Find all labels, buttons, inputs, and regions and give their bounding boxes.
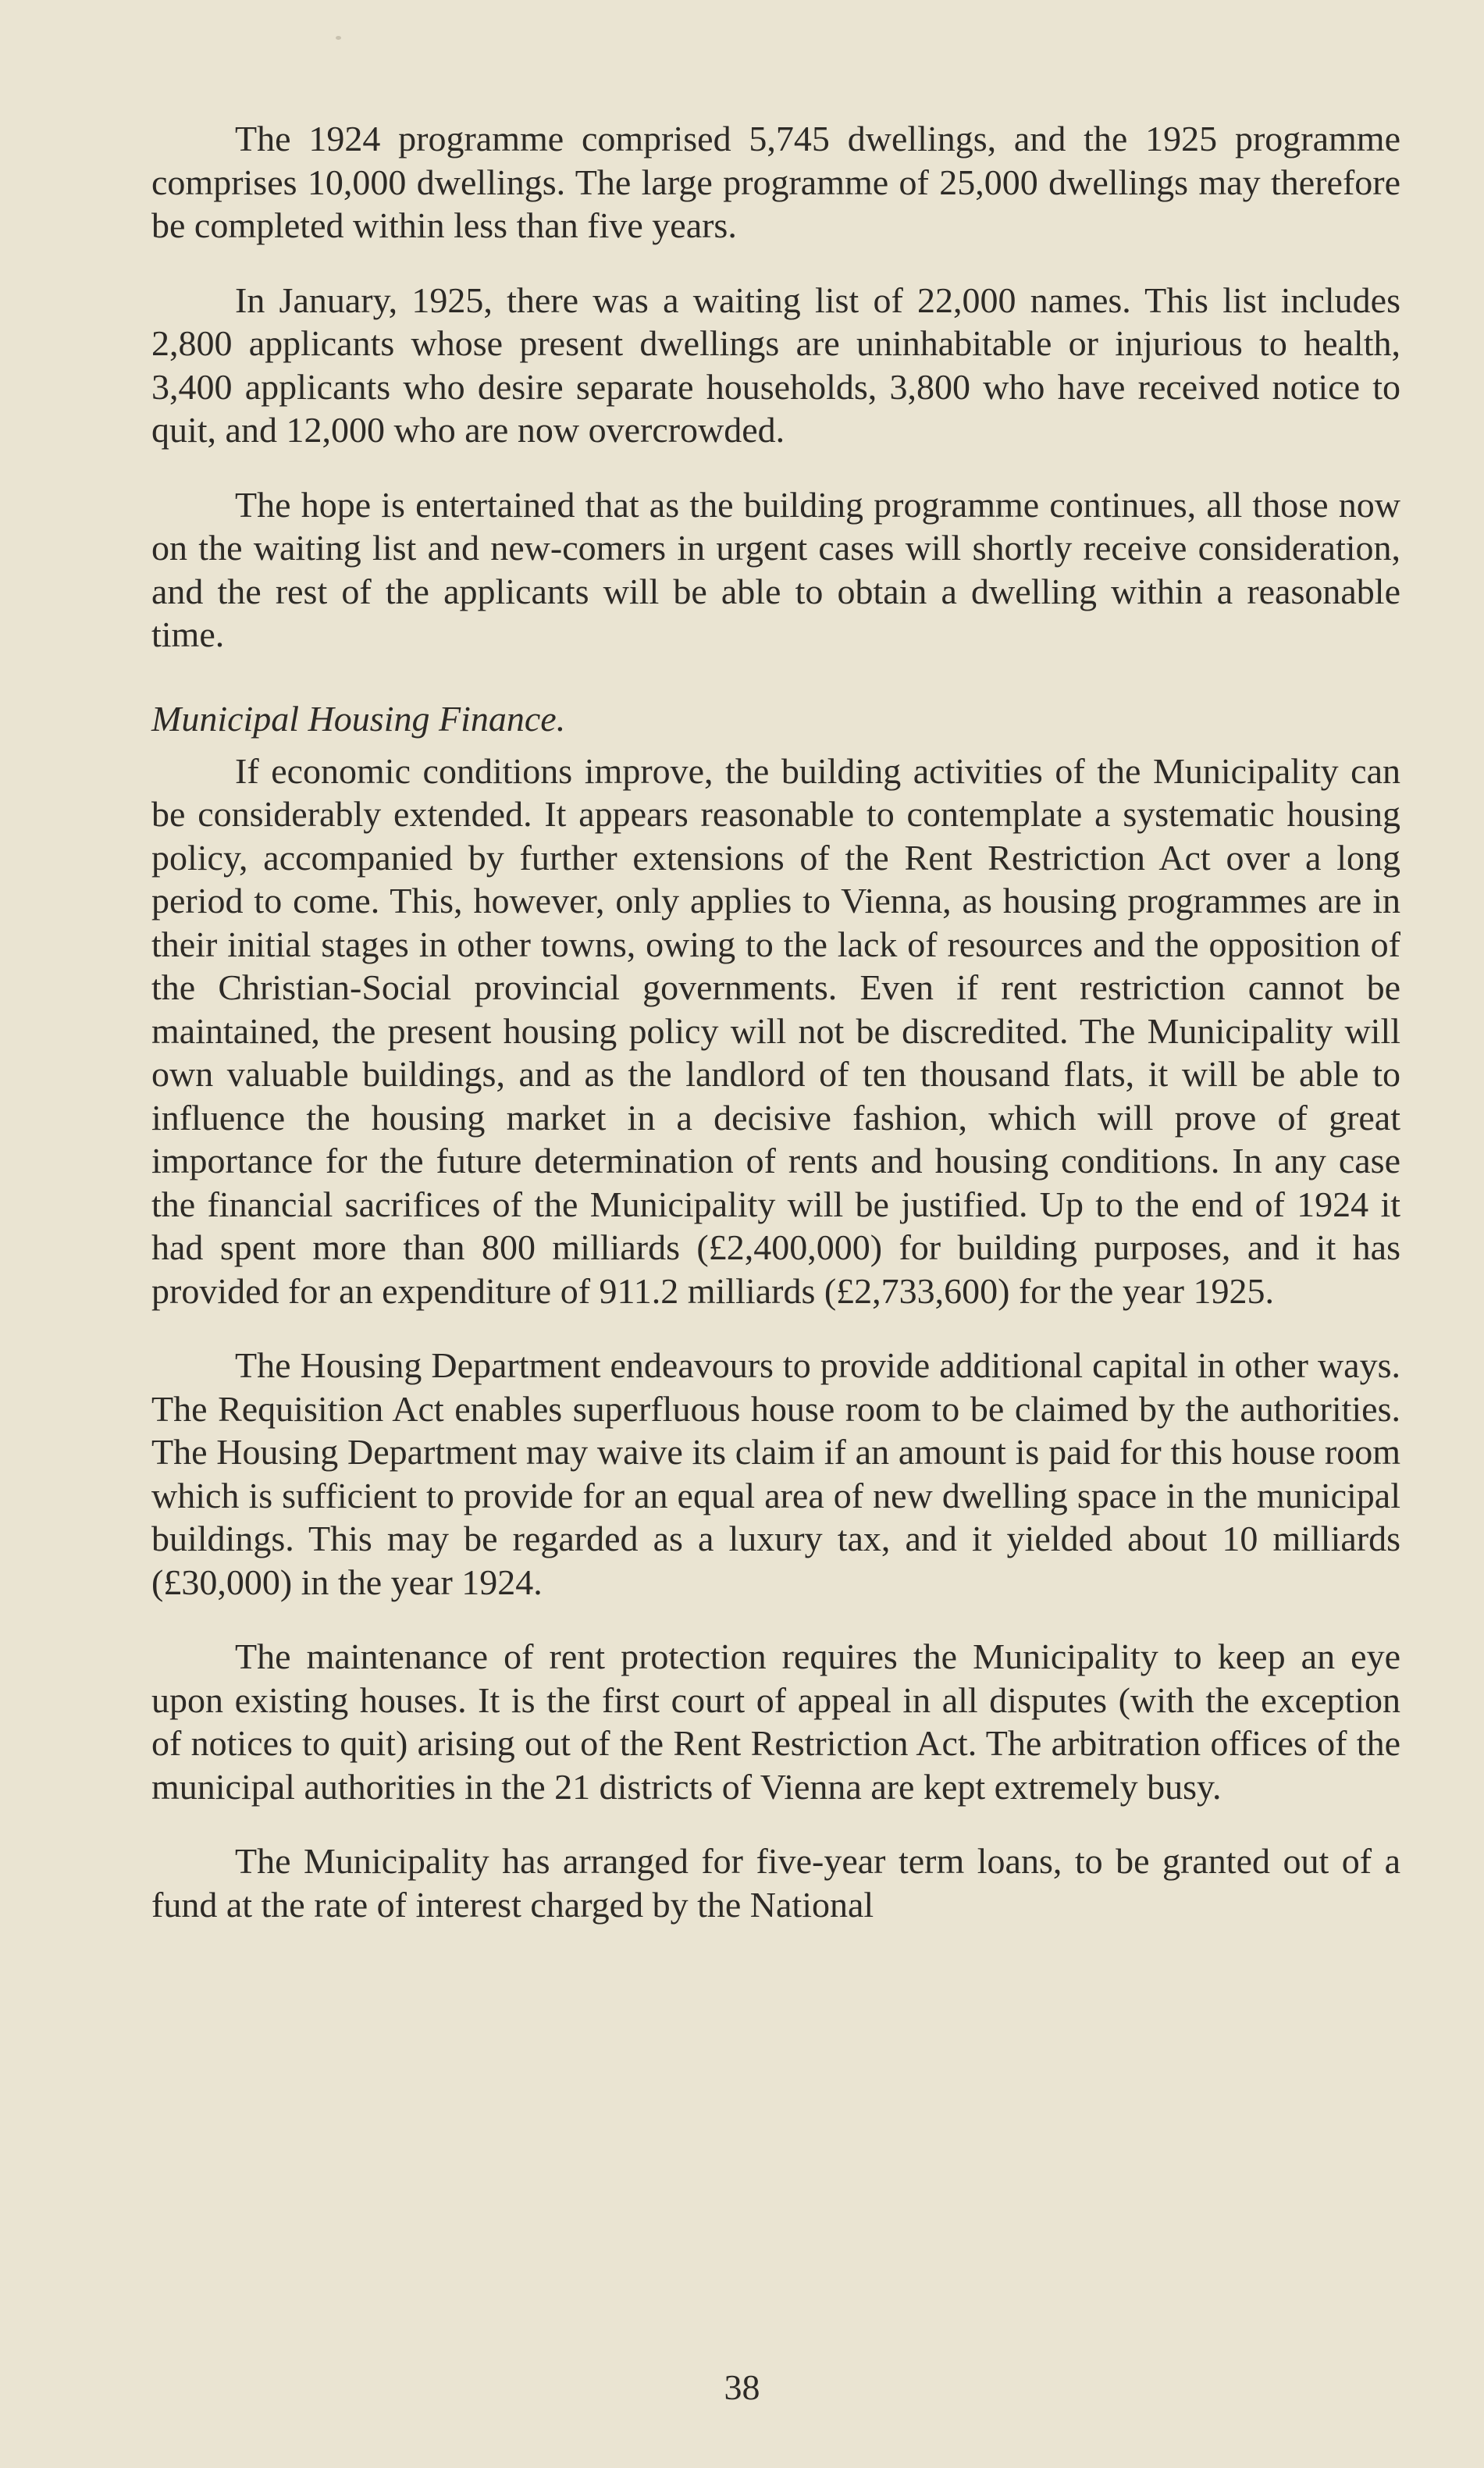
paragraph-term-loans: The Municipality has arranged for five-year term loans, to be granted out of a fund at the rate of interest charged by the National	[151, 1841, 1400, 1925]
text-column	[151, 117, 1400, 1926]
paragraph-hope: The hope is entertained that as the building programme continues, all those now on the waiting list and new-comers in urgent cases will shortly receive consideration, and the rest of the applicants will be able to obtain a dwelling within a reasonable time.	[151, 484, 1400, 654]
paragraph-rent-protection: The maintenance of rent protection requires the Municipality to keep an eye upon existing houses. It is the first court of appeal in all disputes (with the exception of notices to quit) arising out of the Rent Restriction Act. The arbitration offices of the municipal authorities in the 21 districts of Vienna are kept extremely busy.	[151, 1636, 1400, 1807]
page-number: 38	[724, 2367, 760, 2407]
paragraph-waiting-list: In January, 1925, there was a waiting list of 22,000 names. This list includes 2,800 applicants whose present dwellings are uninhabitable or injurious to health, 3,400 applicants who desire separate households, 3,800 who have received notice to quit, and 12,000 who are now overcrowded.	[151, 280, 1400, 450]
paragraph-economic-conditions: If economic conditions improve, the building activities of the Municipality can be considerably extended. It appears reasonable to contemplate a systematic housing policy, accompanied by further extensions of the Rent Restriction Act over a long period to come. This, however, only applies to Vienna, as housing programmes are in their initial stages in other towns, owing to the lack of resources and the opposition of the Christian-Social provincial governments. Even if rent restriction cannot be maintained, the present housing policy will not be discredited. The Municipality will own valuable buildings, and as the landlord of ten thousand flats, it will be able to influence the housing market in a decisive fashion, which will prove of great importance for the future determination of rents and housing conditions. In any case the financial sacrifices of the Municipality will be justified. Up to the end of 1924 it had spent more than 800 milliards (£2,400,000) for building purposes, and it has provided for an expenditure of 911.2 milliards (£2,733,600) for the year 1925.	[151, 750, 1400, 1311]
paragraph-housing-department: The Housing Department endeavours to provide additional capital in other ways. The Requisition Act enables superfluous house room to be claimed by the authorities. The Housing Department may waive its claim if an amount is paid for this house room which is sufficient to provide for an equal area of new dwelling space in the municipal buildings. This may be regarded as a luxury tax, and it yielded about 10 milliards (£30,000) in the year 1924.	[151, 1345, 1400, 1602]
paragraph-programme-totals: The 1924 programme comprised 5,745 dwellings, and the 1925 programme comprises 10,000 dwellings. The large programme of 25,000 dwellings may therefore be completed within less than five years.	[151, 119, 1400, 245]
section-heading: Municipal Housing Finance.	[151, 698, 566, 739]
paper-speck	[336, 36, 341, 40]
